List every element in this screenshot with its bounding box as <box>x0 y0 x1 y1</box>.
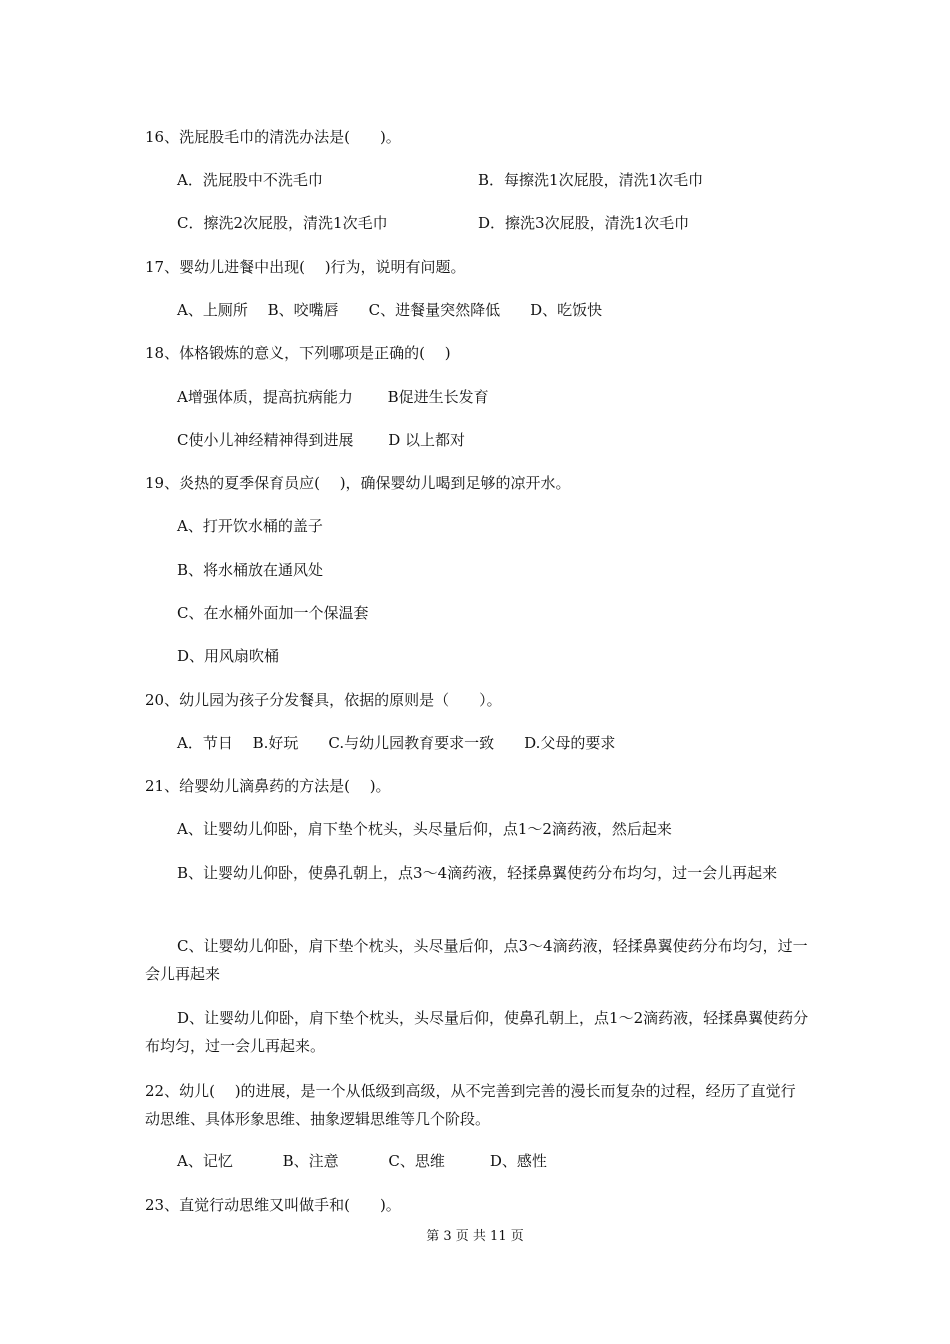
question-21-option-c: C、让婴幼儿仰卧，肩下垫个枕头，头尽量后仰，点3～4滴药液，轻揉鼻翼使药分布均匀，过一会儿再起来 <box>145 937 808 983</box>
question-18-stem: 18、体格锻炼的意义，下列哪项是正确的( ) <box>145 344 451 362</box>
question-19-option-c: C、在水桶外面加一个保温套 <box>177 604 369 622</box>
question-18-options-line-1: A增强体质，提高抗病能力 B促进生长发育 <box>177 388 489 406</box>
page-number-footer: 第 3 页 共 11 页 <box>426 1229 524 1244</box>
question-19-option-a: A、打开饮水桶的盖子 <box>177 517 323 535</box>
question-17-stem: 17、婴幼儿进餐中出现( )行为，说明有问题。 <box>145 258 466 276</box>
question-22-options: A、记忆 B、注意 C、思维 D、感性 <box>177 1152 547 1170</box>
question-16-option-d: D．擦洗3次屁股，清洗1次毛巾 <box>478 214 690 232</box>
question-16-option-c: C．擦洗2次屁股，清洗1次毛巾 <box>177 214 388 232</box>
question-20-stem: 20、幼儿园为孩子分发餐具，依据的原则是（ ）。 <box>145 691 502 709</box>
question-21-option-a: A、让婴幼儿仰卧，肩下垫个枕头，头尽量后仰，点1～2滴药液，然后起来 <box>177 820 672 838</box>
question-20-options: A．节日 B.好玩 C.与幼儿园教育要求一致 D.父母的要求 <box>177 734 616 752</box>
question-19-option-b: B、将水桶放在通风处 <box>177 561 324 579</box>
question-16-stem: 16、洗屁股毛巾的清洗办法是( )。 <box>145 128 401 146</box>
question-19-stem: 19、炎热的夏季保育员应( )，确保婴幼儿喝到足够的凉开水。 <box>145 474 571 492</box>
question-21-option-d: D、让婴幼儿仰卧，肩下垫个枕头，头尽量后仰，使鼻孔朝上，点1～2滴药液，轻揉鼻翼使药分布均匀，过一会儿再起来。 <box>145 1009 809 1055</box>
question-16-option-a: A．洗屁股中不洗毛巾 <box>177 171 323 189</box>
question-23-stem: 23、直觉行动思维又叫做手和( )。 <box>145 1196 401 1214</box>
question-21-stem: 21、给婴幼儿滴鼻药的方法是( )。 <box>145 777 391 795</box>
question-17-options: A、上厕所 B、咬嘴唇 C、进餐量突然降低 D、吃饭快 <box>177 301 603 319</box>
question-18-options-line-2: C使小儿神经精神得到进展 D 以上都对 <box>177 431 466 449</box>
question-22-stem: 22、幼儿( )的进展，是一个从低级到高级，从不完善到完善的漫长而复杂的过程，经历了直觉行动思维、具体形象思维、抽象逻辑思维等几个阶段。 <box>145 1082 796 1128</box>
question-19-option-d: D、用风扇吹桶 <box>177 647 280 665</box>
question-21-option-b: B、让婴幼儿仰卧，使鼻孔朝上，点3～4滴药液，轻揉鼻翼使药分布均匀，过一会儿再起来 <box>177 864 778 882</box>
question-16-option-b: B．每擦洗1次屁股，清洗1次毛巾 <box>478 171 704 189</box>
